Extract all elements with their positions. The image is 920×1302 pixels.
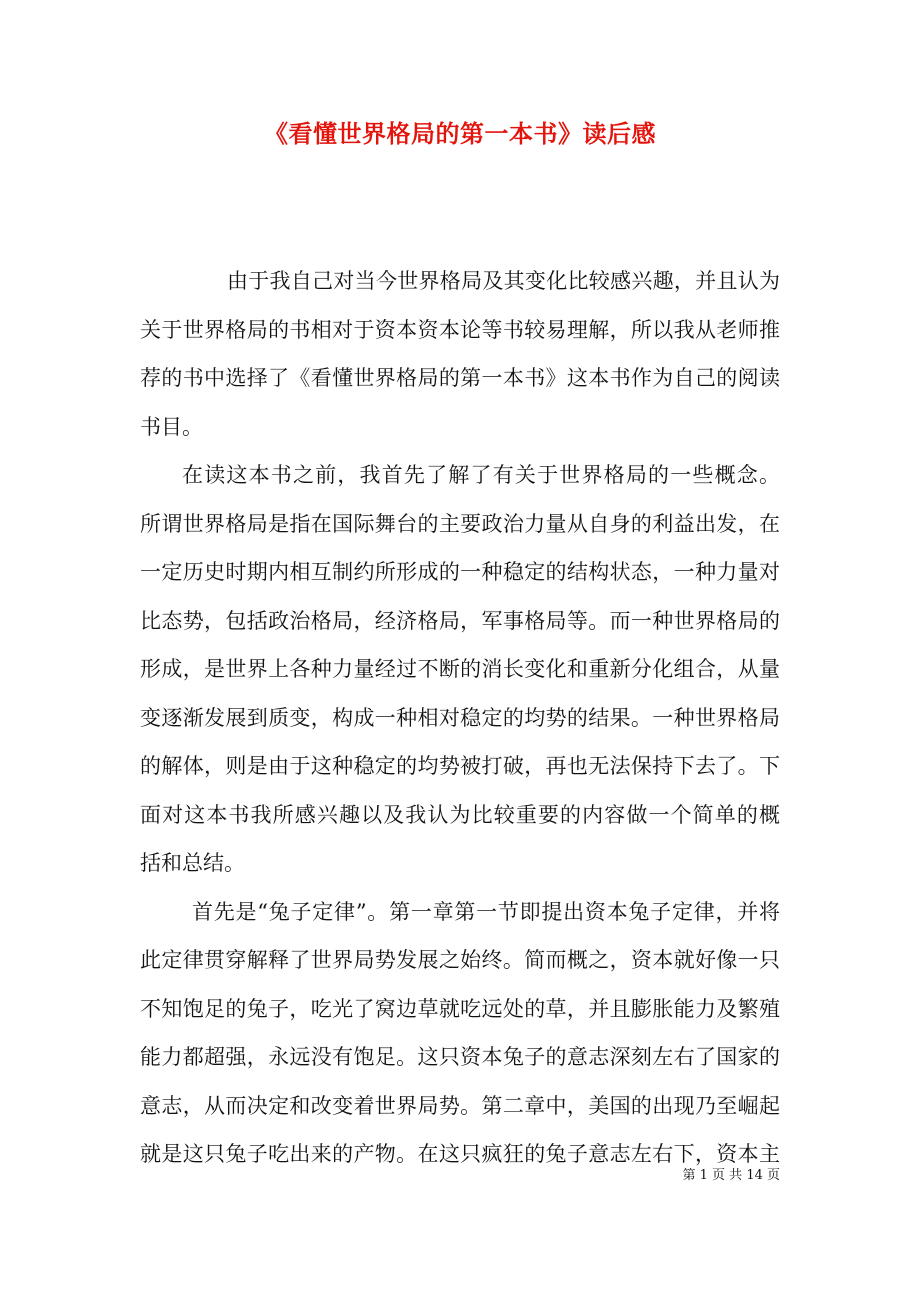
document-body bbox=[140, 257, 780, 1179]
paragraph-line: 意志，从而决定和改变着世界局势。第二章中，美国的出现乃至崛起 bbox=[140, 1093, 780, 1118]
paragraph-line: 书目。 bbox=[140, 414, 203, 439]
paragraph-line: 的解体，则是由于这种稳定的均势被打破，再也无法保持下去了。下 bbox=[140, 754, 780, 778]
paragraph-line: 一定历史时期内相互制约所形成的一种稳定的结构状态，一种力量对 bbox=[140, 560, 780, 584]
document-title: 《看懂世界格局的第一本书》读后感 bbox=[264, 119, 656, 148]
paragraph-line: 不知饱足的兔子，吃光了窝边草就吃远处的草，并且膨胀能力及繁殖 bbox=[140, 996, 780, 1021]
paragraph-line: 括和总结。 bbox=[140, 851, 245, 875]
paragraph-line: 就是这只兔子吃出来的产物。在这只疯狂的兔子意志左右下，资本主 bbox=[140, 1142, 780, 1166]
paragraph-line: 首先是“兔子定律”。第一章第一节即提出资本兔子定律，并将 bbox=[192, 899, 780, 924]
paragraph-line: 能力都超强，永远没有饱足。这只资本兔子的意志深刻左右了国家的 bbox=[140, 1045, 780, 1069]
paragraph-line: 面对这本书我所感兴趣以及我认为比较重要的内容做一个简单的概 bbox=[140, 802, 780, 827]
paragraph-line: 在读这本书之前，我首先了解了有关于世界格局的一些概念。 bbox=[182, 463, 780, 487]
paragraph-line: 比态势，包括政治格局，经济格局，军事格局等。而一种世界格局的 bbox=[140, 608, 780, 633]
paragraph-line: 关于世界格局的书相对于资本资本论等书较易理解，所以我从老师推 bbox=[140, 317, 780, 342]
paragraph-line: 荐的书中选择了《看懂世界格局的第一本书》这本书作为自己的阅读 bbox=[140, 366, 780, 390]
paragraph-line: 所谓世界格局是指在国际舞台的主要政治力量从自身的利益出发，在 bbox=[140, 511, 780, 536]
paragraph-line: 变逐渐发展到质变，构成一种相对稳定的均势的结果。一种世界格局 bbox=[140, 705, 780, 730]
paragraph-line: 由于我自己对当今世界格局及其变化比较感兴趣，并且认为 bbox=[227, 269, 780, 293]
page-number-footer: 第 1 页 共 14 页 bbox=[682, 1168, 780, 1183]
paragraph-line: 此定律贯穿解释了世界局势发展之始终。简而概之，资本就好像一只 bbox=[140, 948, 780, 972]
paragraph-line: 形成，是世界上各种力量经过不断的消长变化和重新分化组合，从量 bbox=[140, 657, 780, 681]
